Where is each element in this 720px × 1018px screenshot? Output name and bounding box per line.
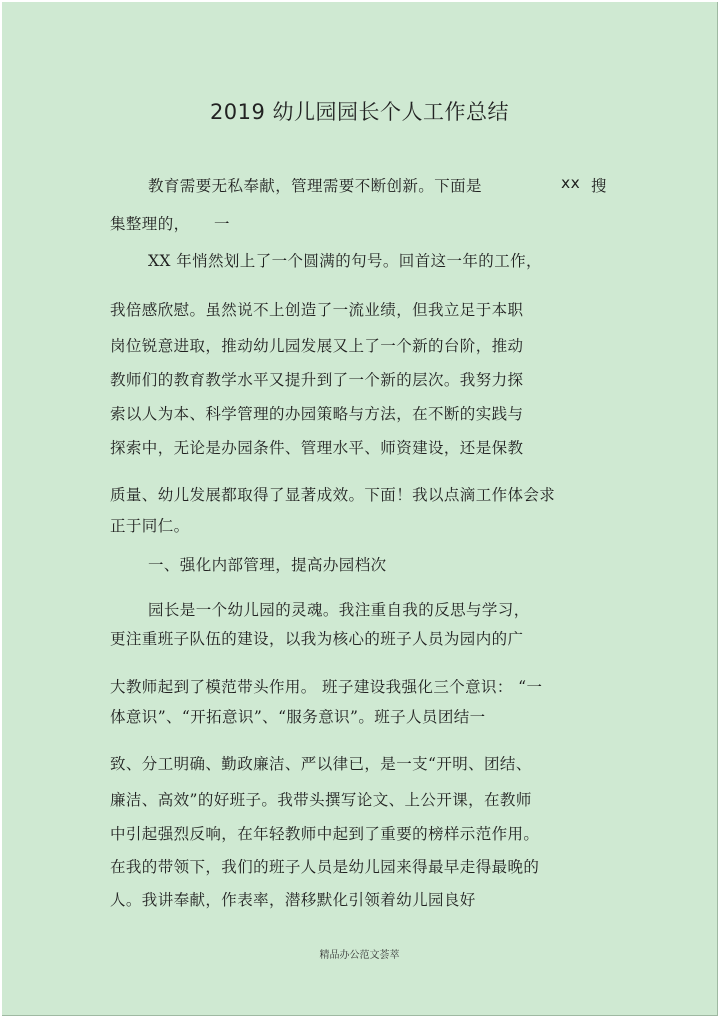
section-heading: 一、强化内部管理，提高办园档次: [148, 556, 387, 574]
paragraph-line: 教师们的教育教学水平又提升到了一个新的层次。我努力探: [110, 371, 524, 389]
paragraph-line: 索以人为本、科学管理的办园策略与方法，在不断的实践与: [110, 405, 524, 423]
paragraph-line: 人。我讲奉献，作表率，潜移默化引领着幼儿园良好: [110, 891, 476, 909]
paragraph-line: 廉洁、高效”的好班子。我带头撰写论文、上公开课，在教师: [110, 791, 532, 809]
paragraph-line: xx: [561, 174, 581, 192]
document-title: 2019 幼儿园园长个人工作总结: [209, 100, 510, 124]
paragraph-line: 更注重班子队伍的建设，以我为核心的班子人员为园内的广: [110, 630, 524, 648]
paragraph-line: 一: [214, 215, 230, 233]
document-page: [2, 2, 718, 1016]
paragraph-line: 质量、幼儿发展都取得了显著成效。下面！我以点滴工作体会求: [110, 486, 556, 504]
paragraph-line: 正于同仁。: [110, 517, 190, 535]
paragraph-line: 园长是一个幼儿园的灵魂。我注重自我的反思与学习，: [148, 601, 530, 619]
paragraph-line: 集整理的，: [110, 215, 190, 233]
paragraph-line: 教育需要无私奉献，管理需要不断创新。下面是: [148, 177, 482, 195]
page-footer: 精品办公范文荟萃: [319, 950, 400, 961]
paragraph-line: 在我的带领下，我们的班子人员是幼儿园来得最早走得最晚的: [110, 858, 540, 876]
paragraph-line: 中引起强烈反响，在年轻教师中起到了重要的榜样示范作用。: [110, 825, 540, 843]
paragraph-line: 体意识”、“开拓意识”、“服务意识”。班子人员团结一: [110, 708, 486, 726]
paragraph-line: 我倍感欣慰。虽然说不上创造了一流业绩，但我立足于本职: [110, 301, 524, 319]
paragraph-line: 致、分工明确、勤政廉洁、严以律已，是一支“开明、团结、: [110, 755, 532, 773]
paragraph-line: 搜: [591, 177, 607, 195]
paragraph-line: 探索中，无论是办园条件、管理水平、师资建设，还是保教: [110, 439, 524, 457]
paragraph-line: 大教师起到了模范带头作用。 班子建设我强化三个意识： “一: [110, 678, 543, 696]
paragraph-line: XX 年悄然划上了一个圆满的句号。回首这一年的工作，: [148, 252, 542, 270]
paragraph-line: 岗位锐意进取，推动幼儿园发展又上了一个新的台阶，推动: [110, 337, 524, 355]
